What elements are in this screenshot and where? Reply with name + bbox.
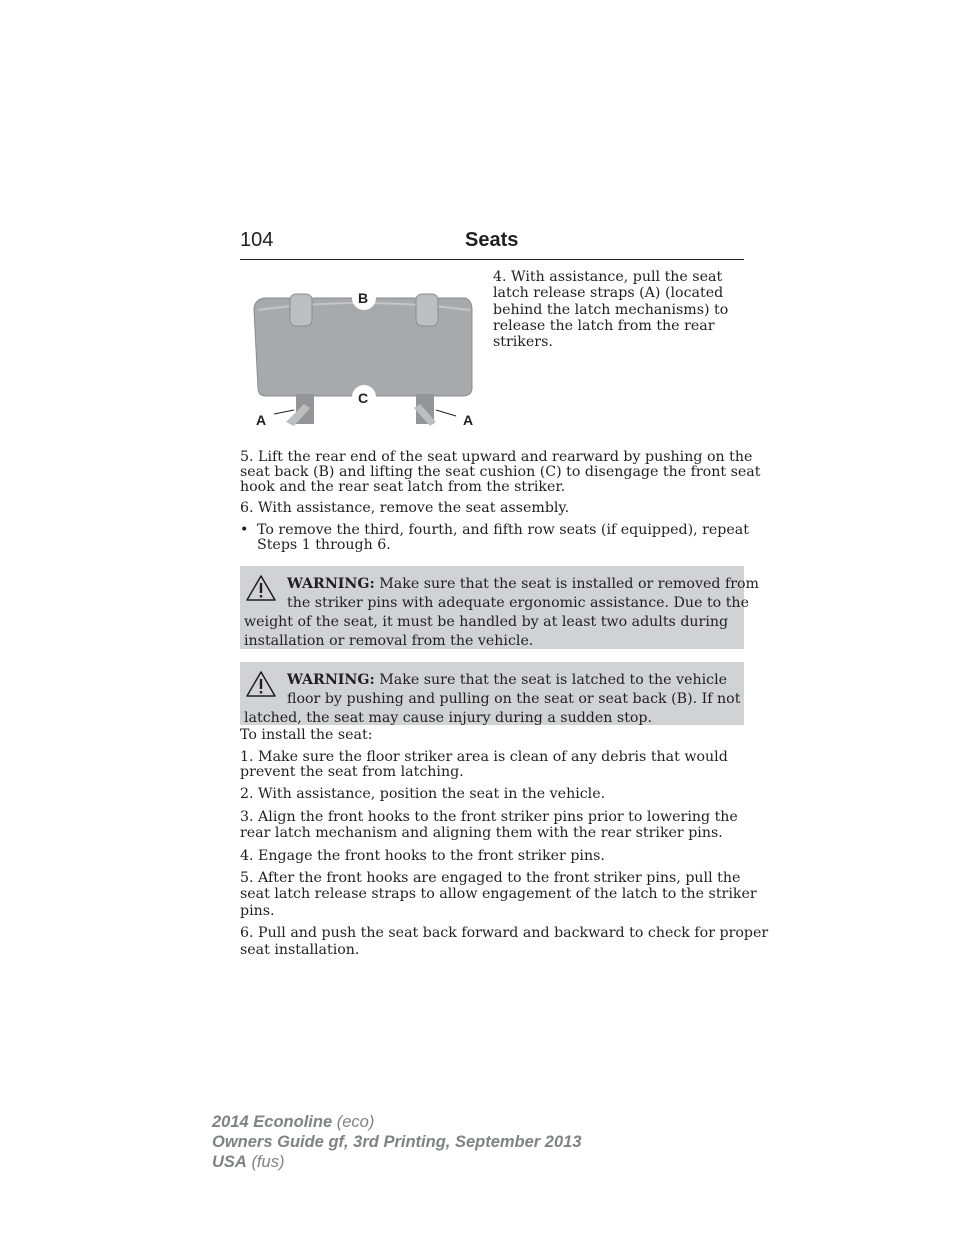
warning-box-2 — [240, 662, 744, 725]
label-a-left: A — [256, 412, 267, 428]
label-a-right: A — [463, 412, 474, 428]
seat-illustration — [240, 276, 485, 436]
warning-label: WARNING: — [287, 672, 375, 688]
page-footer — [212, 1112, 582, 1172]
footer-model-code: (eco) — [336, 1113, 375, 1131]
bullet-dot: • — [240, 522, 249, 538]
install-intro: To install the seat: — [240, 727, 373, 743]
warning-box-1 — [240, 566, 760, 649]
warning-text-1: WARNING: Make sure that the seat is installed or removed from the striker pins with adequate ergonomic assistance. Due to the weight of the seat, it must be handled by at least two adults during installation or removal from the vehicle. — [244, 576, 760, 649]
step-6: 6. With assistance, remove the seat assembly. — [240, 500, 570, 516]
footer-guide: Owners Guide gf, 3rd Printing, September 2013 — [212, 1133, 582, 1151]
warning-text-2: WARNING: Make sure that the seat is latched to the vehicle floor by pushing and pulling on the seat or seat back (B). If not latched, the seat may cause injury during a sudden stop. — [244, 672, 741, 726]
footer-region-code: (fus) — [251, 1153, 285, 1171]
section-title: Seats — [465, 229, 519, 251]
install-step-4: 4. Engage the front hooks to the front striker pins. — [240, 848, 605, 864]
footer-region: USA — [212, 1153, 247, 1171]
label-b: B — [358, 290, 369, 306]
label-c: C — [358, 390, 369, 406]
footer-model: 2014 Econoline — [212, 1113, 333, 1131]
install-step-2: 2. With assistance, position the seat in the vehicle. — [240, 786, 606, 802]
page-number: 104 — [240, 229, 274, 251]
warning-label: WARNING: — [287, 576, 375, 592]
page-header — [240, 229, 744, 260]
